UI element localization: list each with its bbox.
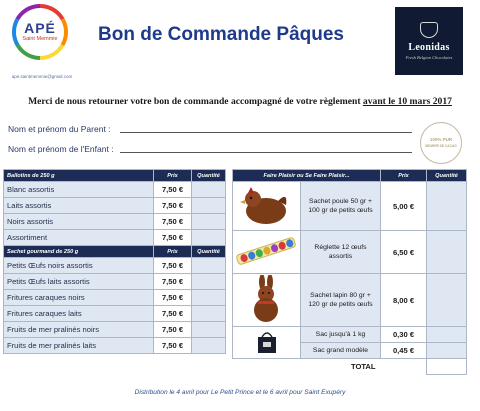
product-name: Laits assortis [4, 198, 154, 214]
table-row [4, 338, 226, 354]
product-price: 7,50 € [154, 290, 192, 306]
quantity-cell[interactable] [192, 230, 226, 246]
qty-header: Quantité [192, 246, 226, 258]
product-name: Assortiment [4, 230, 154, 246]
ape-logo-text: APÉ [24, 20, 56, 36]
qty-header: Quantité [427, 170, 467, 182]
price-header: Prix [154, 170, 192, 182]
quantity-cell[interactable] [192, 258, 226, 274]
parent-name-field[interactable] [120, 132, 412, 133]
product-description: Sac grand modèle [301, 343, 381, 359]
page-title: Bon de Commande Pâques [98, 24, 344, 45]
chocolate-hen-icon [234, 183, 298, 227]
table-row [4, 274, 226, 290]
table-row [4, 214, 226, 230]
product-price: 7,50 € [154, 322, 192, 338]
sachet-header [4, 246, 226, 258]
product-name: Blanc assortis [4, 182, 154, 198]
product-image [233, 182, 301, 231]
table-row [4, 182, 226, 198]
product-price: 7,50 € [154, 338, 192, 354]
quantity-cell[interactable] [427, 182, 467, 231]
qty-header: Quantité [192, 170, 226, 182]
product-price: 5,00 € [381, 182, 427, 231]
price-header: Prix [381, 170, 427, 182]
product-price: 8,00 € [381, 274, 427, 327]
parent-label: Nom et prénom du Parent : [8, 124, 111, 134]
ballotins-title: Ballotins de 250 g [4, 170, 154, 182]
product-price: 7,50 € [154, 182, 192, 198]
product-price: 7,50 € [154, 214, 192, 230]
product-image [233, 327, 301, 359]
stamp-bottom-text: BEURRE DE CACAO [425, 144, 457, 148]
product-price: 0,45 € [381, 343, 427, 359]
product-description: Sachet poule 50 gr + 100 gr de petits œufs [301, 182, 381, 231]
product-price: 6,50 € [381, 231, 427, 274]
quantity-cell[interactable] [427, 343, 467, 359]
table-row [233, 327, 467, 343]
product-name: Fruits de mer pralinés noirs [4, 322, 154, 338]
table-row [4, 306, 226, 322]
total-label: TOTAL [301, 359, 427, 375]
intro-main: Merci de nous retourner votre bon de commande accompagné de votre règlement [28, 96, 363, 107]
brand-tagline: Fresh Belgian Chocolates [405, 55, 453, 60]
table-row [4, 290, 226, 306]
quantity-cell[interactable] [192, 198, 226, 214]
shopping-bag-icon [254, 330, 280, 354]
intro-deadline: avant le 10 mars 2017 [362, 96, 452, 107]
quantity-cell[interactable] [192, 338, 226, 354]
total-row [233, 359, 467, 375]
egg-strip-icon [234, 232, 298, 270]
table-row [4, 258, 226, 274]
product-price: 7,50 € [154, 198, 192, 214]
product-name: Fritures caraques noirs [4, 290, 154, 306]
quantity-cell[interactable] [427, 274, 467, 327]
ape-ring-graphic [12, 4, 68, 60]
quantity-cell[interactable] [192, 322, 226, 338]
product-image [233, 274, 301, 327]
table-row [233, 182, 467, 231]
table-row [4, 198, 226, 214]
quantity-cell[interactable] [427, 231, 467, 274]
total-cell[interactable] [427, 359, 467, 375]
quantity-cell[interactable] [192, 306, 226, 322]
quantity-cell[interactable] [192, 214, 226, 230]
product-price: 7,50 € [154, 306, 192, 322]
quantity-cell[interactable] [192, 274, 226, 290]
ballotins-header [4, 170, 226, 182]
ape-email: ape.saintmemmie@gmail.com [11, 74, 73, 79]
product-name: Noirs assortis [4, 214, 154, 230]
pure-cocoa-stamp [420, 122, 462, 164]
gifts-header [233, 170, 467, 182]
quantity-cell[interactable] [192, 290, 226, 306]
product-name: Petits Œufs noirs assortis [4, 258, 154, 274]
brand-name: Leonidas [408, 42, 450, 53]
sachet-title: Sachet gourmand de 250 g [4, 246, 154, 258]
table-row [233, 231, 467, 274]
chocolate-bunny-icon [234, 275, 298, 323]
distribution-note: Distribution le 4 avril pour Le Petit Prince et le 6 avril pour Saint Exupéry [134, 389, 346, 396]
left-order-table [3, 169, 226, 354]
quantity-cell[interactable] [192, 182, 226, 198]
intro-text [10, 96, 470, 107]
ape-logo-subtitle: Saint Memmie [22, 36, 58, 42]
product-name: Fruits de mer pralinés laits [4, 338, 154, 354]
table-row [4, 230, 226, 246]
product-description: Réglette 12 œufs assortis [301, 231, 381, 274]
product-image [233, 231, 301, 274]
product-price: 0,30 € [381, 327, 427, 343]
product-price: 7,50 € [154, 230, 192, 246]
leonidas-logo [395, 7, 463, 75]
stamp-top-text: 100% PUR [429, 137, 453, 142]
product-description: Sachet lapin 80 gr + 120 gr de petits œufs [301, 274, 381, 327]
quantity-cell[interactable] [427, 327, 467, 343]
crest-icon [420, 22, 438, 38]
price-header: Prix [154, 246, 192, 258]
table-row [4, 322, 226, 338]
child-name-field[interactable] [120, 152, 412, 153]
child-label: Nom et prénom de l'Enfant : [8, 144, 114, 154]
product-name: Petits Œufs laits assortis [4, 274, 154, 290]
gifts-title: Faire Plaisir ou Se Faire Plaisir... [233, 170, 381, 182]
product-price: 7,50 € [154, 274, 192, 290]
right-order-table [232, 169, 467, 375]
product-description: Sac jusqu'à 1 kg [301, 327, 381, 343]
product-name: Fritures caraques laits [4, 306, 154, 322]
product-price: 7,50 € [154, 258, 192, 274]
ape-logo [6, 4, 74, 82]
table-row [233, 274, 467, 327]
